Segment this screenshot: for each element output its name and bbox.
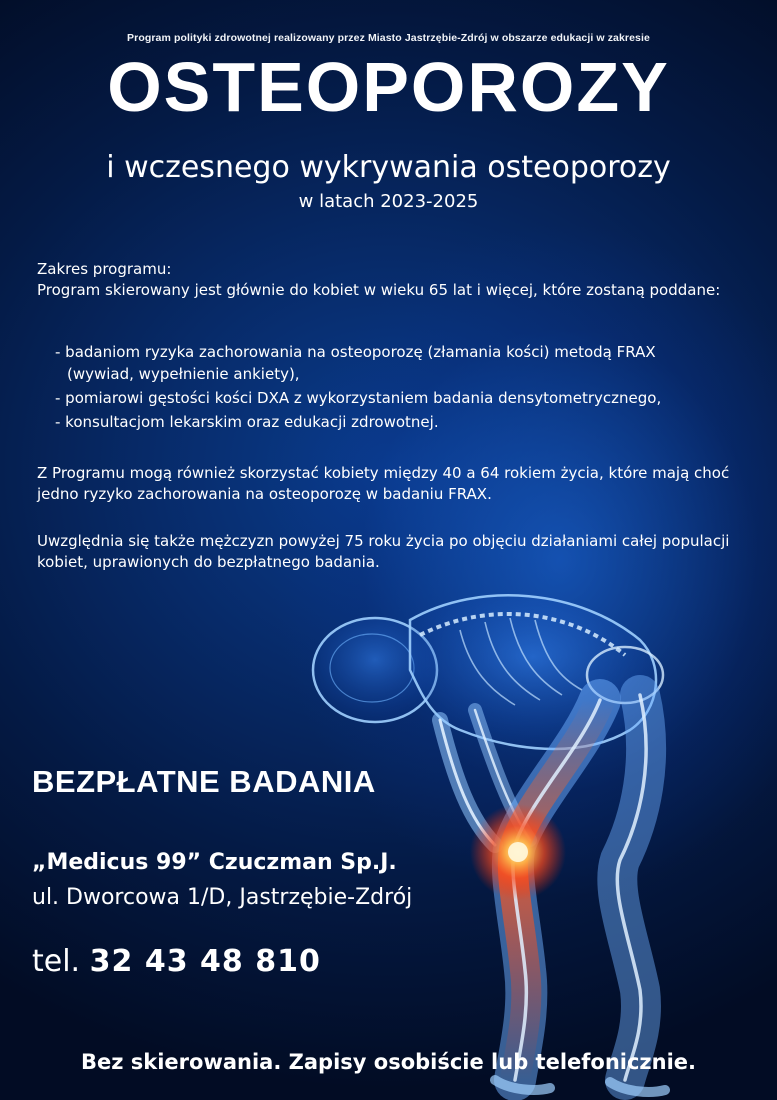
scope-intro: Program skierowany jest głównie do kobiet w wieku 65 lat i więcej, które zostaną poddane: (37, 281, 721, 299)
footer-note: Bez skierowania. Zapisy osobiście lub telefonicznie. (80, 1050, 697, 1074)
phone-prefix: tel. (32, 944, 81, 979)
page-title: OSTEOPOROZY (107, 48, 670, 126)
eligibility-paragraph: Z Programu mogą również skorzystać kobiety między 40 a 64 rokiem życia, które mają choć jedno ryzyko zachorowania na osteoporozę w badaniu FRAX. (37, 464, 730, 503)
list-item (55, 411, 745, 433)
bullet-text: - badaniom ryzyka zachorowania na osteoporozę (złamania kości) metodą FRAX (55, 343, 656, 361)
skeleton-figure-icon (280, 560, 777, 1100)
years-line: w latach 2023-2025 (298, 191, 479, 212)
phone-line (32, 944, 321, 979)
bullet-text-continued: (wywiad, wypełnienie ankiety), (67, 365, 300, 383)
list-item (55, 387, 745, 409)
free-tests-heading: BEZPŁATNE BADANIA (32, 764, 376, 799)
clinic-name: „Medicus 99” Czuczman Sp.J. (32, 850, 397, 875)
program-line: Program polityki zdrowotnej realizowany przez Miasto Jastrzębie-Zdrój w obszarze edukacji w zakresie (127, 32, 650, 44)
phone-number: 32 43 48 810 (89, 944, 321, 979)
clinic-address: ul. Dworcowa 1/D, Jastrzębie-Zdrój (32, 885, 413, 910)
scope-heading: Zakres programu: (37, 260, 172, 278)
bullet-text: - pomiarowi gęstości kości DXA z wykorzystaniem badania densytometrycznego, (55, 389, 662, 407)
bullet-text: - konsultacjom lekarskim oraz edukacji zdrowotnej. (55, 413, 439, 431)
subtitle: i wczesnego wykrywania osteoporozy (106, 150, 671, 185)
scope-bullet-list (55, 341, 745, 435)
list-item (55, 341, 745, 385)
men-eligibility-paragraph: Uwzględnia się także mężczyzn powyżej 75 roku życia po objęciu działaniami całej populacji kobiet, uprawionych do bezpłatnego badania. (37, 532, 730, 571)
